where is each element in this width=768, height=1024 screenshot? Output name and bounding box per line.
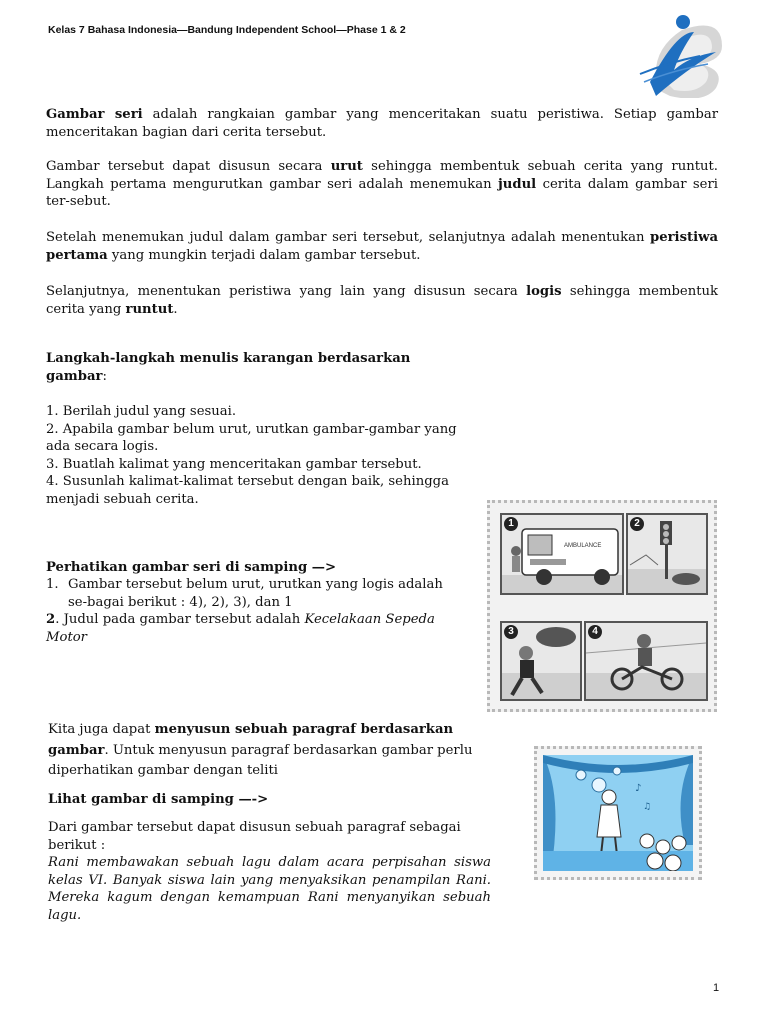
- singing-stage-illustration: [543, 755, 693, 871]
- list-item: 2. Apabila gambar belum urut, urutkan gambar-gambar yang ada secara logis.: [46, 421, 457, 454]
- series-image: [487, 500, 717, 712]
- svg-text:♪: ♪: [635, 783, 642, 794]
- perhatikan-list: [46, 576, 464, 646]
- panel-accident: [500, 621, 582, 701]
- list-item: 2. Judul pada gambar tersebut adalah Kecelakaan Sepeda Motor: [46, 612, 435, 645]
- example-paragraph: Rani membawakan sebuah lagu dalam acara perpisahan siswa kelas VI. Banyak siswa lain yang menyaksikan penampilan Rani. Mereka kagum dengan kemampuan Rani menyanyikan sebuah lagu.: [48, 855, 491, 923]
- svg-text:♫: ♫: [643, 802, 652, 812]
- lihat-heading: Lihat gambar di samping —->: [48, 792, 269, 807]
- school-logo: [630, 12, 730, 98]
- stage-image: [534, 746, 702, 880]
- ambulance-illustration: [502, 515, 622, 593]
- paragraph-dari: Dari gambar tersebut dapat disusun sebuah paragraf sebagai berikut : Rani membawakan sebuah lagu dalam acara perpisahan siswa kelas VI. Banyak siswa lain yang menyaksikan penampilan Rani. Mereka kagum dengan kemampuan Rani menyanyikan sebuah lagu.: [48, 820, 491, 923]
- panel-number: 1: [504, 517, 518, 531]
- panel-number: 2: [630, 517, 644, 531]
- steps-heading: Langkah-langkah menulis karangan berdasarkan gambar:: [46, 351, 411, 384]
- page-header: Kelas 7 Bahasa Indonesia—Bandung Independent School—Phase 1 & 2: [48, 24, 406, 36]
- list-item: 4. Susunlah kalimat-kalimat tersebut dengan baik, sehingga menjadi sebuah cerita.: [46, 474, 449, 507]
- paragraph-kita: Kita juga dapat menyusun sebuah paragraf berdasarkan gambar. Untuk menyusun paragraf berdasarkan gambar perlu diperhatikan gambar dengan teliti: [48, 722, 473, 778]
- page-number: 1: [713, 982, 720, 994]
- list-item: 3. Buatlah kalimat yang menceritakan gambar tersebut.: [46, 456, 422, 472]
- panel-ambulance: [500, 513, 624, 595]
- riding-illustration: [586, 623, 706, 699]
- paragraph-gambar-seri: Gambar seri adalah rangkaian gambar yang menceritakan suatu peristiwa. Setiap gambar menceritakan bagian dari cerita tersebut.: [46, 107, 718, 140]
- steps-list: [46, 403, 461, 508]
- panel-traffic-light: [626, 513, 708, 595]
- panel-number: 3: [504, 625, 518, 639]
- list-item: 1. Berilah judul yang sesuai.: [46, 404, 237, 419]
- panel-number: 4: [588, 625, 602, 639]
- story-title: Kecelakaan Sepeda Motor: [46, 612, 435, 645]
- term-gambar-seri: Gambar seri: [46, 107, 143, 122]
- paragraph-logis: Selanjutnya, menentukan peristiwa yang lain yang disusun secara logis sehingga membentuk cerita yang runtut.: [46, 284, 719, 317]
- paragraph-urut: Gambar tersebut dapat disusun secara urut sehingga membentuk sebuah cerita yang runtut. Langkah pertama mengurutkan gambar seri adalah menemukan judul cerita dalam gambar seri ter-sebut.: [46, 159, 718, 209]
- perhatikan-heading: Perhatikan gambar seri di samping —>: [46, 560, 336, 575]
- paragraph-peristiwa: Setelah menemukan judul dalam gambar seri tersebut, selanjutnya adalah menentukan peristiwa pertama yang mungkin terjadi dalam gambar tersebut.: [46, 230, 718, 263]
- list-item: 1. Gambar tersebut belum urut, urutkan yang logis adalah se-bagai berikut : 4), 2), 3), dan 1: [46, 577, 443, 610]
- ambulance-label: AMBULANCE: [564, 543, 602, 549]
- panel-riding: [584, 621, 708, 701]
